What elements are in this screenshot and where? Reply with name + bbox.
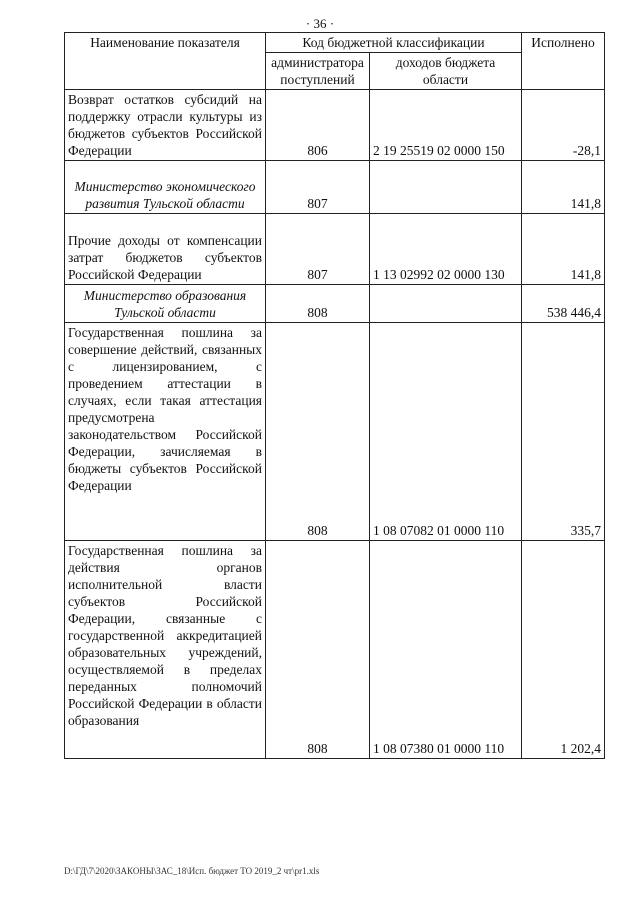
table-header-row	[65, 33, 605, 53]
row-income-code: 2 19 25519 02 0000 150	[370, 90, 522, 161]
row-name: Государственная пошлина за действия органов исполнительной власти субъектов Российской Федерации, связанные с государственной аккредитацией образовательных учреждений, осуществляемой в пределах переданных полномочий Российской Федерации в области образования	[65, 541, 266, 759]
header-name: Наименование показателя	[65, 33, 266, 90]
row-name: Министерство экономического развития Тульской области	[65, 161, 266, 214]
row-executed: 1 202,4	[522, 541, 605, 759]
row-name: Министерство образования Тульской области	[65, 285, 266, 323]
row-income-code	[370, 285, 522, 323]
header-executed: Исполнено	[522, 33, 605, 90]
row-executed: -28,1	[522, 90, 605, 161]
row-income-code: 1 13 02992 02 0000 130	[370, 214, 522, 285]
row-executed: 141,8	[522, 161, 605, 214]
row-admin-code: 806	[266, 90, 370, 161]
footer-file-path: D:\ГД\7\2020\ЗАКОНЫ\ЗАС_18\Исп. бюджет ТО 2019_2 чт\pr1.xls	[64, 866, 320, 876]
budget-table	[64, 32, 605, 759]
row-name: Возврат остатков субсидий на поддержку отрасли культуры из бюджетов субъектов Российской Федерации	[65, 90, 266, 161]
row-income-code: 1 08 07380 01 0000 110	[370, 541, 522, 759]
row-admin-code: 808	[266, 323, 370, 541]
table-row-ministry	[65, 161, 605, 214]
header-admin: администратора поступлений	[266, 53, 370, 90]
row-executed: 538 446,4	[522, 285, 605, 323]
page-number: · 36 ·	[305, 16, 335, 31]
table-row	[65, 214, 605, 285]
row-admin-code: 808	[266, 285, 370, 323]
row-admin-code: 807	[266, 214, 370, 285]
table-row	[65, 90, 605, 161]
row-name: Государственная пошлина за совершение действий, связанных с лицензированием, с проведением аттестации в случаях, если такая аттестация предусмотрена законодательством Российской Федерации, зачисляемая в бюджеты субъектов Российской Федерации	[65, 323, 266, 541]
table-row-ministry	[65, 285, 605, 323]
row-executed: 335,7	[522, 323, 605, 541]
table-row	[65, 541, 605, 759]
header-classification: Код бюджетной классификации	[266, 33, 522, 53]
table-row	[65, 323, 605, 541]
row-income-code	[370, 161, 522, 214]
row-name: Прочие доходы от компенсации затрат бюджетов субъектов Российской Федерации	[65, 214, 266, 285]
row-executed: 141,8	[522, 214, 605, 285]
row-admin-code: 808	[266, 541, 370, 759]
row-income-code: 1 08 07082 01 0000 110	[370, 323, 522, 541]
header-income: доходов бюджета области	[370, 53, 522, 90]
row-admin-code: 807	[266, 161, 370, 214]
